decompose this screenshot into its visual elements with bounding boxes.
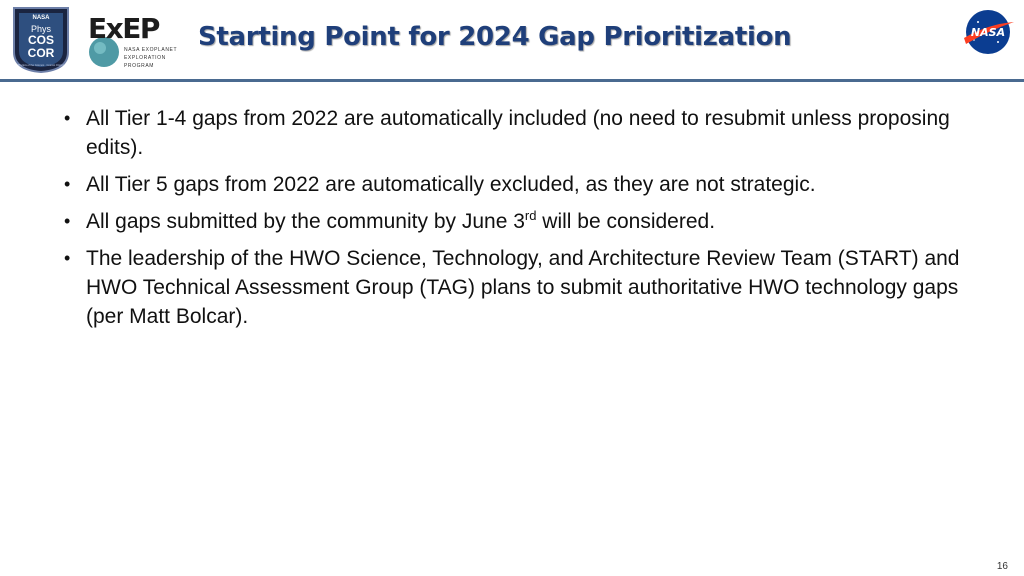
header-divider xyxy=(0,79,1024,82)
svg-text:Phys: Phys xyxy=(30,24,52,34)
bullet-list xyxy=(64,104,984,339)
slide-header xyxy=(0,0,1024,80)
svg-text:NASA: NASA xyxy=(970,26,1006,39)
bullet-text xyxy=(86,210,715,233)
svg-text:EXPLORATION: EXPLORATION xyxy=(124,55,166,61)
nasa-meatball-logo xyxy=(960,8,1016,56)
bullet-item xyxy=(64,170,984,199)
bullet-marker: • xyxy=(64,211,71,231)
svg-text:Physics of the Cosmos · Cosmic: Physics of the Cosmos · Cosmic Origins xyxy=(17,64,65,67)
bullet-text-start: All gaps submitted by the community by June 3 xyxy=(86,210,525,233)
svg-text:COS: COS xyxy=(27,33,55,47)
bullet-text-end: will be considered. xyxy=(536,210,716,233)
bullet-text: The leadership of the HWO Science, Technology, and Architecture Review Team (START) and HWO Technical Assessment Group (TAG) plans to submit authoritative HWO technology gaps (per Matt Bolcar). xyxy=(86,247,960,328)
svg-text:ExEP: ExEP xyxy=(88,12,159,45)
bullet-marker: • xyxy=(64,108,71,128)
bullet-item xyxy=(64,104,984,162)
page-number: 16 xyxy=(996,561,1008,572)
exep-logo xyxy=(86,8,182,72)
ordinal-suffix: rd xyxy=(524,208,537,223)
bullet-item xyxy=(64,244,984,331)
bullet-text: All Tier 5 gaps from 2022 are automatically excluded, as they are not strategic. xyxy=(86,173,816,196)
svg-text:NASA: NASA xyxy=(32,15,50,21)
svg-text:PROGRAM: PROGRAM xyxy=(124,63,155,69)
physcos-cor-logo xyxy=(10,4,72,74)
bullet-text: All Tier 1-4 gaps from 2022 are automatically included (no need to resubmit unless proposing edits). xyxy=(86,107,950,159)
bullet-marker: • xyxy=(64,248,71,268)
slide-title: Starting Point for 2024 Gap Prioritization xyxy=(198,22,792,52)
svg-text:NASA EXOPLANET: NASA EXOPLANET xyxy=(124,47,178,53)
svg-text:COR: COR xyxy=(27,46,55,60)
bullet-marker: • xyxy=(64,174,71,194)
bullet-item xyxy=(64,207,984,236)
